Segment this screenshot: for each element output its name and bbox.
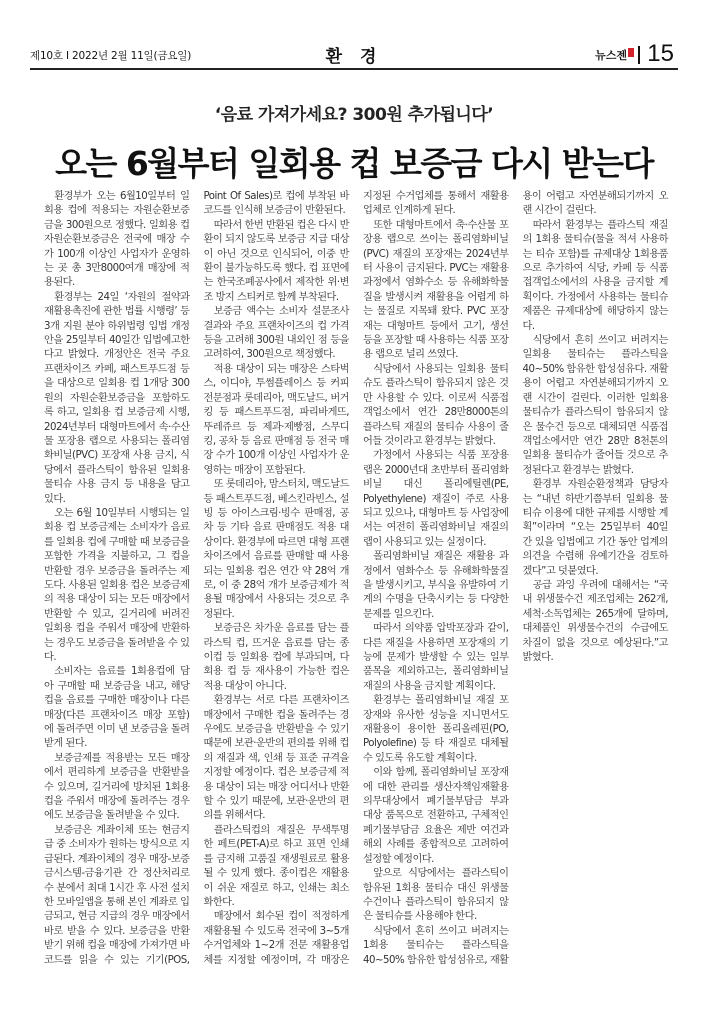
- article-paragraph: 앞으로 식당에서는 플라스틱이 함유된 1회용 물티슈 대신 위생물수건이나 플라스틱이 함유되지 않은 물티슈를 사용해야 한다.: [363, 868, 509, 923]
- logo-text: 뉴스젠: [595, 49, 627, 62]
- article-subtitle: ‘음료 가져가세요? 300원 추가됩니다’: [214, 105, 494, 125]
- article-paragraph: 보증금은 차가운 음료를 담는 플라스틱 컵, 뜨거운 음료를 담는 종이컵 등 일회용 컵에 부과되며, 다회용 컵 등 재사용이 가능한 컵은 적용 대상이 아니다.: [203, 623, 349, 692]
- article-title: 오는 6월부터 일회용 컵 보증금 다시 받는다: [55, 144, 653, 183]
- article-paragraph: 또 롯데리아, 맘스터치, 맥도날드 등 패스트푸드점, 베스킨라빈스, 설빙 등 아이스크림·빙수 판매점, 공차 등 기타 음료 판매점도 적용 대상이다. 환경부에 따르면 대형 프랜차이즈에서 음료를 판매할 때 사용되는 일회용 컵은 연간 약 28억 개로, 이 중 28억 개가 보증금제가 적용될 매장에서 사용되는 것으로 추정된다.: [203, 479, 349, 620]
- article-paragraph: 이와 함께, 폴리염화비닐 포장재에 대한 관리를 생산자책임재활용 의무대상에서 폐기물부담금 부과대상 품목으로 전환하고, 구체적인 폐기물부담금 요율은 제반 여건과 해외 사례를 종합적으로 고려하여 설정할 예정이다.: [363, 767, 509, 865]
- header-rule: [30, 68, 678, 70]
- page-header: [30, 34, 678, 67]
- article-paragraph: 보증금제를 적용받는 모든 매장에서 편리하게 보증금을 반환받을 수 있으며, 길거리에 방치된 1회용컵을 주워서 매장에 돌려주는 경우에도 보증금을 돌려받을 수 있다.: [44, 752, 190, 822]
- article-paragraph: 따라서 환경부는 플라스틱 재질의 1회용 물티슈(물을 적셔 사용하는 티슈 포함)를 규제대상 1회용품으로 추가하여 식당, 카페 등 식품접객업소에서의 사용을 금지할 계획이다. 가정에서 사용하는 물티슈 제품은 규제대상에 해당하지 않는다.: [522, 219, 668, 332]
- article-paragraph: 따라서 의약품 압박포장과 같이, 다른 재질을 사용하면 포장재의 기능에 문제가 발생할 수 있는 일부 품목을 제외하고는, 폴리염화비닐 재질의 사용을 금지할 계획이다.: [363, 623, 509, 692]
- publication-logo: [595, 47, 634, 63]
- article-paragraph: 따라서 한번 반환된 컵은 다시 반환이 되지 않도록 보증금 지급 대상이 아닌 것으로 인식되어, 이중 반환이 불가능하도록 했다. 컵 표면에는 한국조폐공사에서 제작한 위·변조 방지 스티커로 함께 부착된다.: [203, 219, 349, 303]
- article-paragraph: 폴리염화비닐 재질은 재활용 과정에서 염화수소 등 유해화학물질을 발생시키고, 부식을 유발하여 기계의 수명을 단축시키는 등 다양한 문제를 일으킨다.: [363, 551, 509, 620]
- article-paragraph: 소비자는 음료를 1회용컵에 담아 구매할 때 보증금을 내고, 해당 컵을 음료를 구매한 매장이나 다른 매장(다른 프랜차이즈 매장 포함)에 돌려주면 이미 낸 보증금을 돌려받게 된다.: [44, 666, 190, 750]
- article-paragraph: 매장에서 회수된 컵이 적정하게 재활용될 수 있도록 전국에 3~5개 수거업체와 1~2개 전문 재활용업체를 지정할 예정이며, 각 매장은 지정된 수거업체를 통해서 재활용업체로 인계하게 된다.: [203, 191, 509, 966]
- issue-info: 제10호 I 2022년 2월 11일(금요일): [30, 50, 192, 62]
- article-paragraph: 보증금 액수는 소비자 설문조사 결과와 주요 프랜차이즈의 컵 가격 등을 고려해 300원 내외인 점 등을 고려하여, 300원으로 책정했다.: [203, 306, 349, 361]
- page-number: 15: [647, 40, 674, 67]
- page-number-divider: [638, 46, 640, 64]
- article-paragraph: 식당에서 흔히 쓰이고 버려지는 일회용 물티슈는 플라스틱을 40~50% 함유한 합성섬유다. 재활용이 어렵고 자연분해되기까지 오랜 시간이 걸린다. 이러한 일회용 물티슈가 플라스틱이 함유되지 않은 물수건 등으로 대체되면 식품접객업소에서만 연간 28만 8천톤의 일회용 물티슈가 줄어들 것으로 추정된다고 환경부는 밝혔다.: [522, 335, 669, 476]
- article-paragraph: 환경부는 서로 다른 프랜차이즈 매장에서 구매한 컵을 돌려주는 경우에도 보증금을 반환받을 수 있기 때문에 보관·운반의 편의를 위해 컵의 재질과 색, 인쇄 등 표준 규격을 지정할 예정이다. 컵은 보증금제 적용 대상이 되는 매장 어디서나 반환할 수 있기 때문에, 보관·운반의 편의를 위해서다.: [203, 695, 349, 822]
- article-paragraph: 플라스틱컵의 재질은 무색투명한 페트(PET-A)로 하고 표면 인쇄를 금지해 고품질 재생원료로 활용될 수 있게 했다. 종이컵은 재활용이 쉬운 재질로 하고, 인쇄는 최소화한다.: [203, 824, 349, 908]
- article-paragraph: 환경부 자원순환정책과 담당자는 “내년 하반기쯤부터 일회용 물티슈 이용에 대한 규제를 시행할 계획”이라며 “오는 25일부터 40일 간 있을 입법예고 기간 동안 업계의 의견을 수렴해 유예기간을 검토하겠다”고 덧붙였다.: [522, 479, 668, 577]
- article-paragraph: 식당에서 흔히 쓰이고 버려지는 1회용 물티슈는 플라스틱을 40~50% 함유한 합성섬유로, 재활용이 어렵고 자연분해되기까지 오랜 시간이 걸린다.: [363, 191, 668, 966]
- article-paragraph: 식당에서 사용되는 일회용 물티슈도 플라스틱이 함유되지 않은 것만 사용할 수 있다. 이로써 식품접객업소에서 연간 28만8000톤의 플라스틱 재질의 물티슈 사용이 줄어들 것이라고 환경부는 밝혔다.: [363, 363, 509, 447]
- article-paragraph: 공급 과잉 우려에 대해서는 “국내 위생물수건 제조업체는 262개, 세척·소독업체는 265개에 달하며, 대체품인 위생물수건의 수급에도 차질이 없을 것으로 예상된다.”고 밝혔다.: [522, 579, 668, 663]
- section-title: 환 경: [325, 47, 383, 67]
- article-paragraph: 또한 대형마트에서 축·수산물 포장용 랩으로 쓰이는 폴리염화비닐(PVC) 재질의 포장재는 2024년부터 사용이 금지된다. PVC는 재활용 과정에서 염화수소 등 유해화학물질을 발생시켜 재활용을 어렵게 하는 물질로 지목돼 왔다. PVC 포장재는 대형마트 등에서 고기, 생선 등을 포장할 때 사용하는 식품 포장용 랩으로 널리 쓰였다.: [363, 219, 509, 361]
- article-paragraph: 오는 6월 10일부터 시행되는 일회용 컵 보증금제는 소비자가 음료를 일회용 컵에 구매할 때 보증금을 포함한 가격을 지불하고, 그 컵을 반환할 경우 보증금을 돌려주는 제도다. 사용된 일회용 컵은 보증금제의 적용 대상이 되는 모든 매장에서 반환할 수 있고, 길거리에 버려진 일회용 컵을 주워서 매장에 반환하는 경우도 보증금을 돌려받을 수 있다.: [44, 507, 190, 663]
- article-paragraph: 환경부가 오는 6월10일부터 일회용 컵에 적용되는 자원순환보증금을 300원으로 정했다. 일회용 컵 자원순환보증금은 전국에 매장 수가 100개 이상인 사업자가 운영하는 곳 총 3만8000여개 매장에 적용된다.: [44, 191, 190, 289]
- article-body: [44, 190, 668, 995]
- article-paragraph: 적용 대상이 되는 매장은 스타벅스, 이디야, 투썸플레이스 등 커피전문점과 롯데리아, 맥도날드, 버거킹 등 패스트푸드점, 파리바게뜨, 뚜레쥬르 등 제과·제빵점, 스무디킹, 공차 등 음료 판매점 등 전국 매장 수가 100개 이상인 사업자가 운영하는 매장이 포함된다.: [203, 363, 349, 476]
- logo-mark-icon: [628, 48, 634, 57]
- article-paragraph: 보증금은 계좌이체 또는 현금지급 중 소비자가 원하는 방식으로 지급된다. 계좌이체의 경우 매장-보증금시스템-금융기관 간 정산처리로 수 분에서 최대 1시간 후 사전 설치한 모바일앱을 통해 본인 계좌로 입금되고, 현금 지급의 경우 매장에서 바로 받을 수 있다. 보증금을 반환받기 위해 컵을 매장에 가져가면 바코드를 읽을 수 있는 기기(POS, Point Of Sales)로 컵에 부착된 바코드를 인식해 보증금이 반환된다.: [44, 191, 349, 966]
- article-paragraph: 환경부는 24일 ‘자원의 절약과 재활용촉진에 관한 법률 시행령’ 등 3개 지원 분야 하위법령 입법 개정안을 25일부터 40일간 입법예고한다고 밝혔다. 개정안은 전국 주요 프랜차이즈 카페, 패스트푸드점 등을 대상으로 일회용 컵 1개당 300원의 자원순환보증금을 포함하도록 하고, 일회용 컵 보증금제 시행, 2024년부터 대형마트에서 속·수산물 포장용 랩으로 사용되는 폴리염화비닐(PVC) 포장재 사용 금지, 식당에서 플라스틱이 함유된 일회용 물티슈 사용 금지 등 내용을 담고 있다.: [44, 291, 190, 505]
- article-paragraph: 환경부는 폴리염화비닐 재질 포장재와 유사한 성능을 지니면서도 재활용이 용이한 폴리올레핀(PO, Polyolefine) 등 타 재질로 대체될 수 있도록 유도할 계획이다.: [363, 695, 509, 764]
- article-paragraph: 가정에서 사용되는 식품 포장용 랩은 2000년대 초반부터 폴리염화비닐 대신 폴리에틸렌(PE, Polyethylene) 재질이 주로 사용되고 있으나, 대형마트 등 사업장에서는 여전히 폴리염화비닐 재질의 랩이 사용되고 있는 실정이다.: [363, 450, 509, 548]
